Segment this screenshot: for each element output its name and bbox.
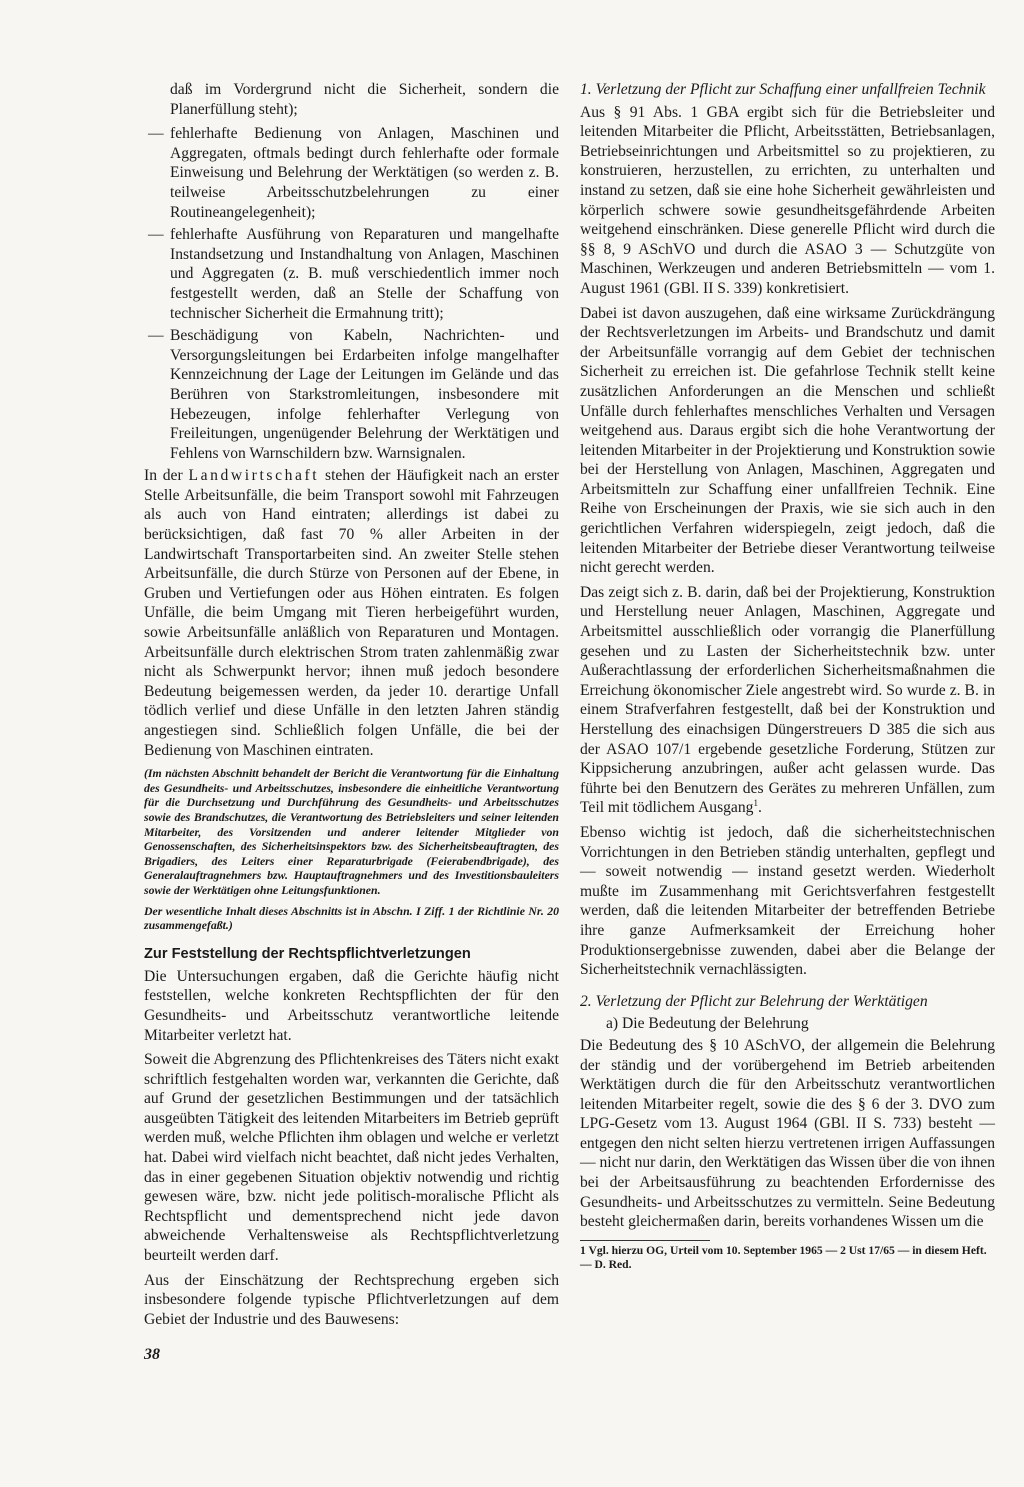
paragraph: Soweit die Abgrenzung des Pflichtenkreises des Täters nicht exakt schriftlich festgehalten worden war, verkannten die Gerichte, daß auf Grund der gesetzlichen Bestimmungen und der tatsächlich ausgeübten Tätigkeit des leitenden Mitarbeiters im Betrieb geprüft werden muß, welche Pflichten ihm oblagen und welche er verletzt hat. Dabei wird vielfach nicht beachtet, daß nicht jedes Verhalten, das in einer gegebenen Situation objektiv notwendig und richtig gewesen wäre, bzw. nicht jede politisch-moralische Pflicht als Rechtspflicht und dementsprechend nicht jede davon abweichende Verhaltensweise als Rechtspflichtverletzung beurteilt werden darf. [144, 1051, 559, 1265]
list-item [144, 326, 559, 463]
list-item [144, 225, 559, 323]
list-item [144, 124, 559, 222]
paragraph: Aus der Einschätzung der Rechtsprechung ergeben sich insbesondere folgende typische Pflichtverletzungen auf dem Gebiet der Industrie und des Bauwesens: [144, 1271, 559, 1328]
subsection-heading: 2. Verletzung der Pflicht zur Belehrung der Werktätigen [580, 992, 928, 1010]
footnote-divider [580, 1240, 710, 1241]
section-heading: Zur Feststellung der Rechtspflichtverletzungen [144, 945, 471, 962]
dash-marker: — [148, 327, 164, 345]
list-continuation: daß im Vordergrund nicht die Sicherheit, sondern die Planerfüllung steht); [170, 81, 559, 118]
subsection-heading: 1. Verletzung der Pflicht zur Schaffung einer unfallfreien Technik [580, 81, 986, 98]
editorial-note-summary: Der wesentliche Inhalt dieses Abschnitts ist in Abschn. I Ziff. 1 der Richtlinie Nr. 20 zusammengefaßt.) [144, 903, 559, 933]
spaced-term: Landwirtschaft [188, 467, 320, 485]
list-item-text: Beschädigung von Kabeln, Nachrichten- und Versorgungsleitungen bei Erdarbeiten infolge mangelhafter Kennzeichnung der Lage der Leitungen im Gelände und das Berühren von Starkstromleitungen, insbesondere mit Hebezeugen, infolge fehlerhafter Verlegung von Freileitungen, ungenügender Belehrung der Werktätigen und Fehlens von Warnschildern bzw. Warnsignalen. [170, 327, 559, 462]
paragraph-text: stehen der Häufigkeit nach an erster Stelle Arbeitsunfälle, die beim Transport sowohl mit Fahrzeugen als auch von Hand eintraten; allerdings ist dabei zu berücksichtigen, daß fast 70 % aller Arbeiten in der Landwirtschaft Transportarbeiten sind. An zweiter Stelle stehen Arbeitsunfälle, die durch Stürze von Personen auf der Ebene, in Gruben und Vertiefungen oder aus Höhen eintraten. Es folgen Unfälle, die beim Umgang mit Tieren herbeigeführt wurden, sowie Arbeitsunfälle anläßlich von Reparaturen und Montagen. Arbeitsunfälle durch elektrischen Strom traten zahlenmäßig zwar nicht als Schwerpunkt hervor; ihnen muß jedoch besondere Bedeutung beigemessen werden, da jeder 10. derartige Unfall tödlich verlief und diese Unfälle in den letzten Jahren ständig angestiegen sind. Schließlich folgen Unfälle, die bei der Bedienung von Maschinen eintraten. [144, 467, 559, 759]
paragraph: Aus § 91 Abs. 1 GBA ergibt sich für die Betriebsleiter und leitenden Mitarbeiter die Pflicht, Arbeitsstätten, Betriebsanlagen, Betriebseinrichtungen und Arbeitsmittel so zu projektieren, zu konstruieren, herzustellen, zu errichten, zu unterhalten und instand zu setzen, daß sie eine hohe Sicherheit gewährleisten und körperlich schwere sowie gesundheitsgefährdende Arbeiten weitgehend einschränken. Diese generelle Pflicht wird durch die §§ 8, 9 ASchVO und durch die ASAO 3 — Schutzgüte von Maschinen, Werkzeugen und anderen Betriebsmitteln — vom 1. August 1961 (GBl. II S. 339) konkretisiert. [580, 103, 995, 297]
paragraph: Ebenso wichtig ist jedoch, daß die sicherheitstechnischen Vorrichtungen in den Betrieben ständig unterhalten, gepflegt und — soweit notwendig — instand gesetzt werden. Wiederholt mußte im Zusammenhang mit Gerichtsverfahren festgestellt werden, daß die leitenden Mitarbeiter der betreffenden Betriebe ihre ganze Aufmerksamkeit der Erreichung hoher Produktionsergebnisse zuwenden, dabei aber die Belange der Sicherheitstechnik vernachlässigten. [580, 823, 995, 979]
paragraph: Die Bedeutung des § 10 ASchVO, der allgemein die Belehrung der ständig und der vorübergehend im Betrieb arbeitenden Werktätigen durch die für den Arbeitsschutz verantwortlichen leitenden Mitarbeiter regelt, sowie die des § 6 der 3. DVO zum LPG-Gesetz vom 13. August 1964 (GBl. II S. 733) besteht — entgegen den nicht selten hierzu vertretenen irrigen Auffassungen — nicht nur darin, den Werktätigen das Wissen über die von ihnen bei der Arbeitsausführung zu beachtenden Erfordernisse des Gesundheits- und Arbeitsschutzes zu vermitteln. Seine Bedeutung besteht gleichermaßen darin, bereits vorhandenes Wissen um die [580, 1036, 996, 1231]
paragraph: Das zeigt sich z. B. darin, daß bei der Projektierung, Konstruktion und Herstellung neuer Anlagen, Maschinen, Aggregate und Arbeitsmittel ausschließlich oder vorrangig die Planerfüllung gesehen und zu Lasten der Sicherheitstechnik bzw. unter Außerachtlassung der erforderlichen Sicherheitsmaßnahmen die Erreichung ökonomischer Ziele angestrebt wird. So wurde z. B. in einem Strafverfahren festgestellt, daß bei der Konstruktion und Herstellung des einachsigen Düngerstreuers D 385 die sich aus der ASAO 107/1 ergebende gesetzliche Forderung, Stützen zur Kippsicherung anzubringen, außer acht gelassen wurde. Das führte bei den Benutzern des Gerätes zu mehreren Unfällen, zum Teil mit tödlichem Ausgang$^1$. [580, 583, 995, 817]
list-item-text: fehlerhafte Bedienung von Anlagen, Maschinen und Aggregaten, oftmals bedingt durch fehlerhafte oder formale Einweisung und Belehrung der Werktätigen (so werden z. B. teilweise Arbeitsschutzbelehrungen zu einer Routineangelegenheit); [170, 125, 559, 221]
left-column [144, 80, 559, 1334]
paragraph: Dabei ist davon auszugehen, daß eine wirksame Zurückdrängung der Rechtsverletzungen im Arbeits- und Brandschutz und damit der Arbeitsunfälle vorrangig auf dem Gebiet der technischen Sicherheit zu erreichen ist. Die gefahrlose Technik stellt keine zusätzlichen Anforderungen an die Menschen und schließt Unfälle durch fehlerhaftes menschliches Verhalten und Versagen weitgehend aus. Daraus ergibt sich die hohe Verantwortung der leitenden Mitarbeiter in der Projektierung und Konstruktion sowie bei der Herstellung von Anlagen, Maschinen, Aggregaten und Arbeitsmitteln zur Schaffung einer unfallfreien Technik. Eine Reihe von Erscheinungen der Praxis, wie sie sich auch in den gerichtlichen Verfahren widerspiegeln, zeigt jedoch, daß die leitenden Mitarbeiter der Betriebe dieser Verantwortung teilweise nicht gerecht werden. [580, 304, 995, 577]
right-column [580, 80, 995, 1272]
dash-marker: — [148, 125, 164, 143]
paragraph-landwirtschaft [144, 466, 559, 760]
page-number: 38 [144, 1346, 160, 1363]
sub-subsection-heading: a) Die Bedeutung der Belehrung [606, 1015, 809, 1033]
paragraph-intro: In der [144, 467, 183, 485]
paragraph: Die Untersuchungen ergaben, daß die Gerichte häufig nicht feststellen, welche konkreten Rechtspflichten der für den Gesundheits- und Arbeitsschutz verantwortliche leitende Mitarbeiter verletzt hat. [144, 967, 559, 1044]
paragraph-text: Das zeigt sich z. B. darin, daß bei der Projektierung, Konstruktion und Herstellung neuer Anlagen, Maschinen, Aggregate und Arbeitsmittel ausschließlich oder vorrangig die Planerfüllung gesehen und zu Lasten der Sicherheitstechnik bzw. unter Außerachtlassung der erforderlichen Sicherheitsmaßnahmen die Erreichung ökonomischer Ziele angestrebt wird. So wurde z. B. in einem Strafverfahren festgestellt, daß bei der Konstruktion und Herstellung des einachsigen Düngerstreuers D 385 die sich aus der ASAO 107/1 ergebende gesetzliche Forderung, Stützen zur Kippsicherung anzubringen, außer acht gelassen wurde. Das führte bei den Benutzern des Gerätes zu mehreren Unfällen, zum Teil mit tödlichem Ausgang [580, 583, 995, 817]
list-item-text: fehlerhafte Ausführung von Reparaturen und mangelhafte Instandsetzung und Instandhaltung von Anlagen, Maschinen und Aggregaten (z. B. muß verschiedentlich immer noch festgestellt werden, daß an Stelle der Schaffung von technischer Sicherheit die Ermahnung tritt); [170, 226, 559, 322]
footnote-reference: 1 [753, 798, 758, 809]
dash-marker: — [148, 226, 164, 244]
footnote: 1 Vgl. hierzu OG, Urteil vom 10. September 1965 — 2 Ust 17/65 — in diesem Heft. — D. Red. [580, 1243, 987, 1271]
editorial-note: (Im nächsten Abschnitt behandelt der Bericht die Verantwortung für die Einhaltung des Gesundheits- und Arbeitsschutzes, insbesondere die einheitliche Verantwortung für die Durchsetzung und Durchführung des Gesundheits- und Arbeitsschutzes sowie des Brandschutzes, die Verantwortung des Betriebsleiters und seiner leitenden Mitarbeiter, des Vorsitzenden und anderer leitender Mitglieder von Genossenschaften, des Sicherheitsinspektors bzw. des Sicherheitsbeauftragten, des Brigadiers, des Leiters einer Reparaturbrigade (Feierabendbrigade), des Generalauftragnehmers bzw. Hauptauftragnehmers und des Investitionsbauleiters sowie der Werktätigen ohne Leitungsfunktionen. [144, 766, 559, 897]
